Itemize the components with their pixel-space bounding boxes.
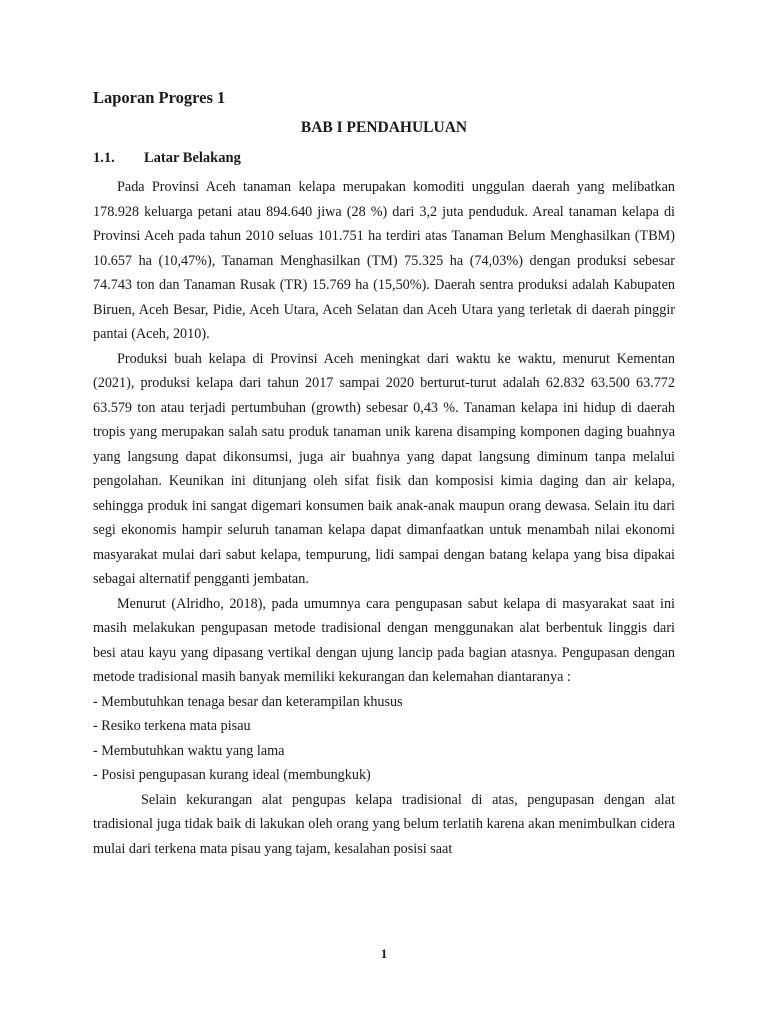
- report-title: Laporan Progres 1: [93, 88, 226, 107]
- list-item: - Membutuhkan waktu yang lama: [93, 742, 285, 759]
- section-title: Latar Belakang: [144, 150, 241, 166]
- list-item: - Resiko terkena mata pisau: [93, 718, 251, 734]
- section-number: 1.1.: [93, 150, 115, 166]
- paragraph: Produksi buah kelapa di Provinsi Aceh meningkat dari waktu ke waktu, menurut Kementan (2021), produksi kelapa dari tahun 2017 sampai 2020 berturut-turut adalah 62.832 63.500 63.772 63.579 ton atau terjadi pertumbuhan (growth) sebesar 0,43 %. Tanaman kelapa ini hidup di daerah tropis yang merupakan salah satu produk tanaman unik karena disamping komponen daging buahnya yang langsung dapat dikonsumsi, juga air buahnya yang dapat langsung diminum tanpa melalui pengolahan. Keunikan ini ditunjang oleh sifat fisik dan komposisi kimia daging dan air kelapa, sehingga produk ini sangat digemari konsumen baik anak-anak maupun orang dewasa. Selain itu dari segi ekonomis hampir seluruh tanaman kelapa dapat dimanfaatkan untuk menambah nilai ekonomi masyarakat mulai dari sabut kelapa, tempurung, lidi sampai dengan batang kelapa yang bisa dipakai sebagai alternatif pengganti jembatan.: [93, 350, 675, 587]
- page-number: 1: [380, 946, 388, 961]
- weakness-list: [93, 690, 675, 788]
- body-text: [93, 175, 675, 861]
- section-heading: [93, 150, 241, 167]
- paragraph: Menurut (Alridho, 2018), pada umumnya cara pengupasan sabut kelapa di masyarakat saat ini masih melakukan pengupasan metode tradisional dengan menggunakan alat berbentuk linggis dari besi atau kayu yang dipasang vertikal dengan ujung lancip pada bagian atasnya. Pengupasan dengan metode tradisional masih banyak memiliki kekurangan dan kelemahan diantaranya :: [93, 595, 675, 685]
- closing-paragraph: Selain kekurangan alat pengupas kelapa tradisional di atas, pengupasan dengan alat tradisional juga tidak baik di lakukan oleh orang yang belum terlatih karena akan menimbulkan cidera mulai dari terkena mata pisau yang tajam, kesalahan posisi saat: [93, 791, 675, 857]
- list-item: - Posisi pengupasan kurang ideal (membungkuk): [93, 767, 371, 783]
- paragraph: Pada Provinsi Aceh tanaman kelapa merupakan komoditi unggulan daerah yang melibatkan 178.928 keluarga petani atau 894.640 jiwa (28 %) dari 3,2 juta penduduk. Areal tanaman kelapa di Provinsi Aceh pada tahun 2010 seluas 101.751 ha terdiri atas Tanaman Belum Menghasilkan (TBM) 10.657 ha (10,47%), Tanaman Menghasilkan (TM) 75.325 ha (74,03%) dengan produksi sebesar 74.743 ton dan Tanaman Rusak (TR) 15.769 ha (15,50%). Daerah sentra produksi adalah Kabupaten Biruen, Aceh Besar, Pidie, Aceh Utara, Aceh Selatan dan Aceh Utara yang terletak di daerah pinggir pantai (Aceh, 2010).: [93, 179, 675, 342]
- chapter-title: [0, 119, 768, 137]
- chapter-title-text: BAB I PENDAHULUAN: [300, 119, 468, 136]
- list-item: - Membutuhkan tenaga besar dan keterampilan khusus: [93, 693, 403, 710]
